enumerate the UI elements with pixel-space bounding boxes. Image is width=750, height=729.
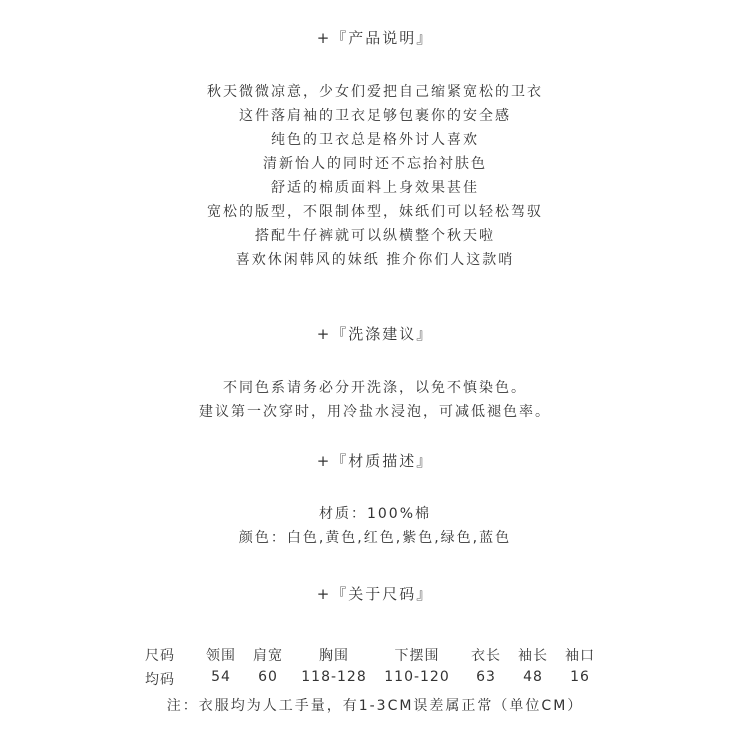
- size-table-header: [0, 645, 750, 665]
- size-header-cell: 胸围: [319, 648, 349, 664]
- size-header-cell: 袖口: [565, 648, 595, 664]
- size-header-cell: 下摆围: [394, 648, 440, 664]
- section-title-size: +『关于尺码』: [316, 585, 434, 603]
- product-line: 纯色的卫衣总是格外讨人喜欢: [271, 132, 479, 148]
- size-value-cell: 16: [570, 669, 590, 685]
- size-value-cell: 60: [258, 669, 278, 685]
- product-line: 清新怡人的同时还不忘抬衬肤色: [263, 156, 487, 172]
- size-value-cell: 110-120: [384, 669, 450, 685]
- section-title-washing: +『洗涤建议』: [316, 325, 434, 343]
- washing-line: 建议第一次穿时，用冷盐水浸泡，可减低褪色率。: [199, 404, 551, 420]
- size-header-cell: 尺码: [145, 648, 175, 664]
- product-line: 这件落肩袖的卫衣足够包裹你的安全感: [239, 108, 511, 124]
- size-value-cell: 118-128: [301, 669, 367, 685]
- washing-advice: [0, 376, 750, 424]
- product-description: [0, 80, 750, 272]
- size-value-cell: 63: [476, 669, 496, 685]
- product-line: 宽松的版型，不限制体型，妹纸们可以轻松驾驭: [207, 204, 543, 220]
- color-line: 颜色：白色,黄色,红色,紫色,绿色,蓝色: [238, 530, 512, 546]
- material-line: 材质：100%棉: [318, 506, 432, 522]
- product-line: 喜欢休闲韩风的妹纸 推介你们人这款哨: [235, 252, 515, 268]
- size-table-row: [0, 669, 750, 689]
- size-value-cell: 48: [523, 669, 543, 685]
- size-note: 注：衣服均为人工手量，有1-3CM误差属正常（单位CM）: [166, 698, 584, 714]
- size-header-cell: 衣长: [471, 648, 501, 664]
- size-value-cell: 54: [211, 669, 231, 685]
- size-header-cell: 袖长: [518, 648, 548, 664]
- size-header-cell: 领围: [206, 648, 236, 664]
- section-title-product: +『产品说明』: [316, 29, 434, 47]
- size-header-cell: 肩宽: [253, 648, 283, 664]
- section-title-material: +『材质描述』: [316, 452, 434, 470]
- size-value-cell: 均码: [145, 672, 175, 688]
- product-line: 秋天微微凉意，少女们爱把自己缩紧宽松的卫衣: [207, 84, 543, 100]
- product-line: 舒适的棉质面料上身效果甚佳: [271, 180, 479, 196]
- product-line: 搭配牛仔裤就可以纵横整个秋天啦: [255, 228, 495, 244]
- washing-line: 不同色系请务必分开洗涤，以免不慎染色。: [223, 380, 527, 396]
- material-description: [0, 502, 750, 550]
